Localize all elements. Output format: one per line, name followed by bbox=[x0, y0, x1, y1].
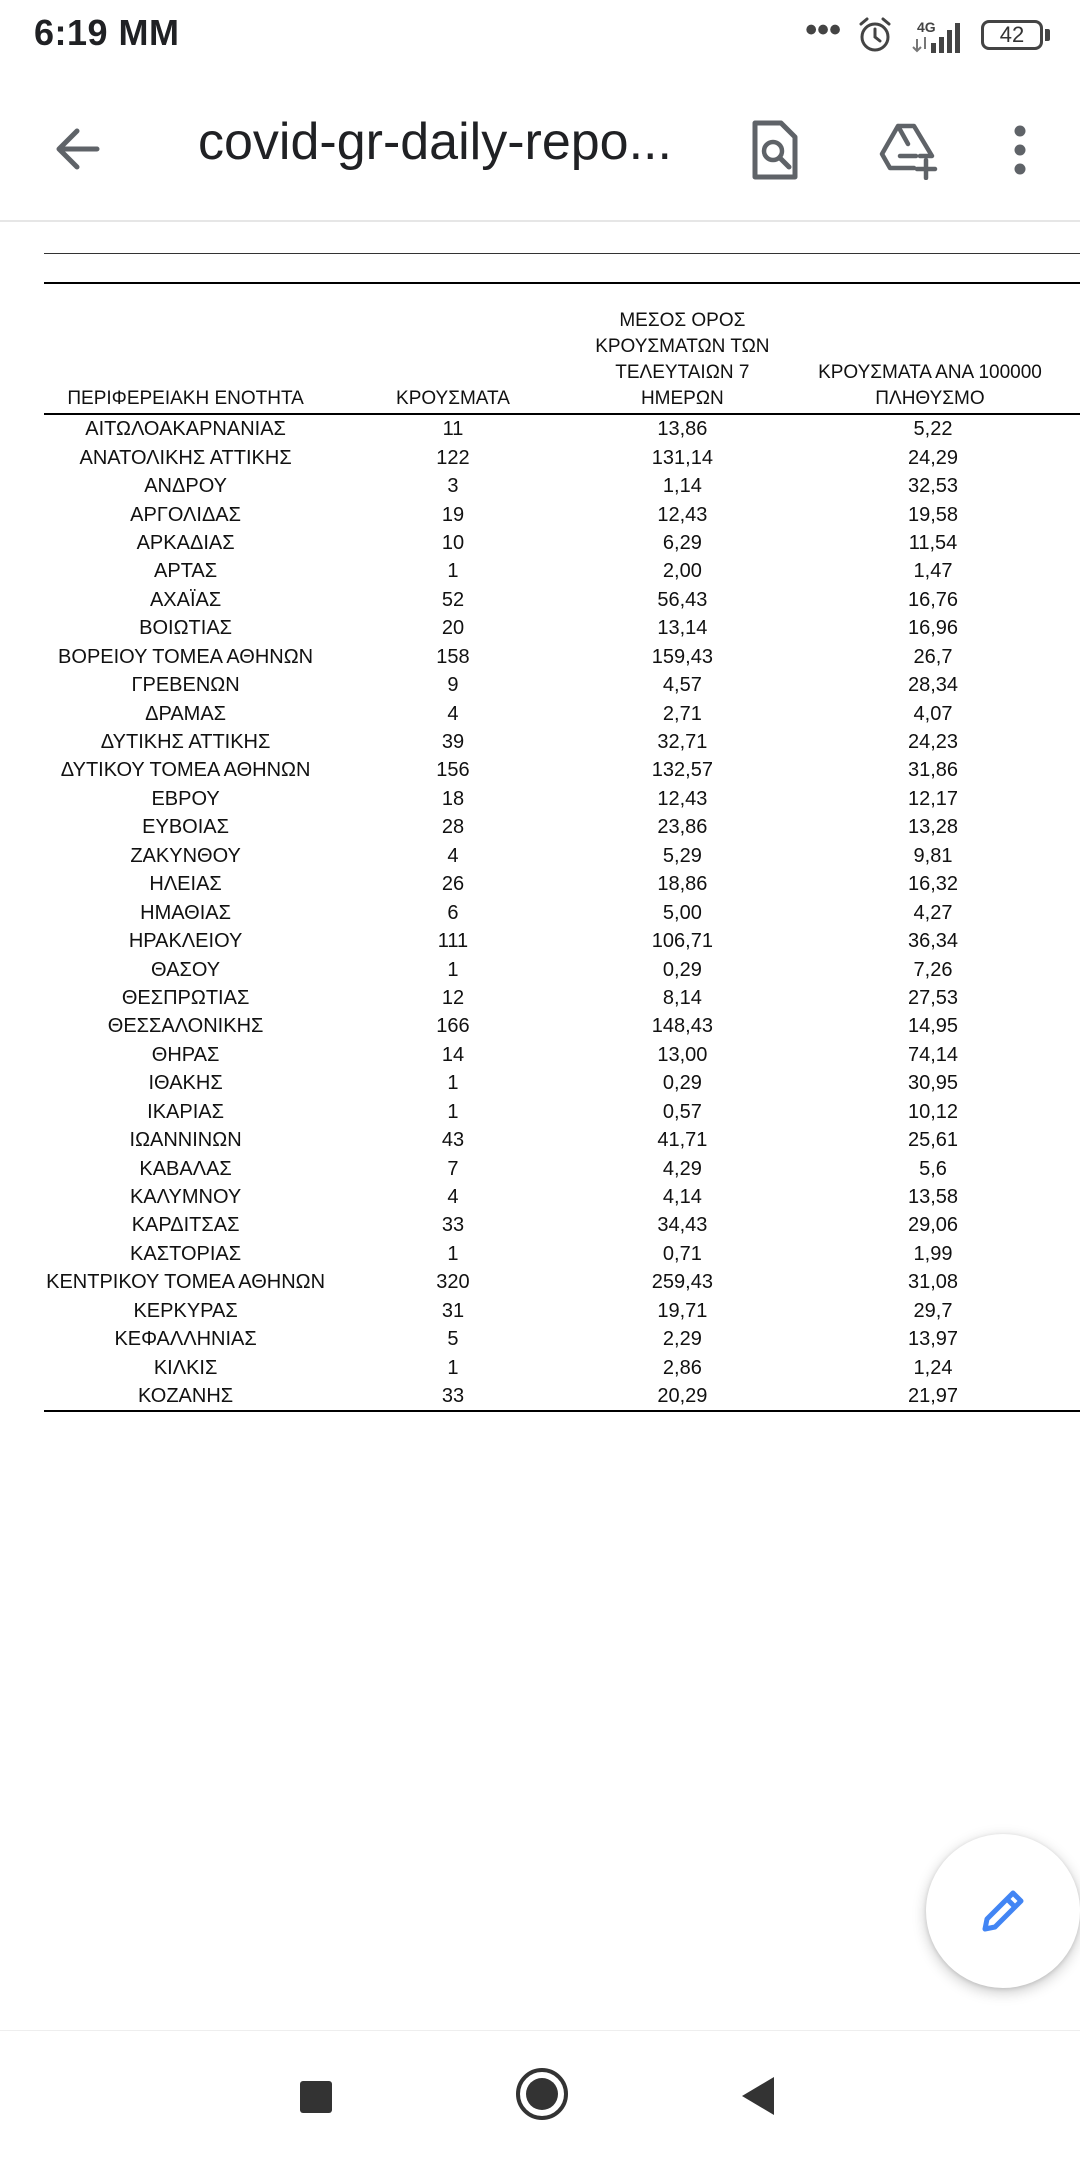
average-cell: 12,43 bbox=[657, 503, 708, 526]
per-100000-cell: 31,86 bbox=[907, 759, 959, 782]
region-cell: ΑΡΚΑΔΙΑΣ bbox=[136, 531, 235, 554]
cases-cell: 33 bbox=[327, 1382, 579, 1411]
table-row bbox=[44, 984, 1080, 1012]
per-100000-cell: 4,07 bbox=[913, 702, 953, 725]
average-cell: 32,71 bbox=[657, 731, 708, 754]
average-cell: 132,57 bbox=[651, 759, 713, 782]
per-100000-cell: 32,53 bbox=[907, 475, 959, 498]
table-row bbox=[44, 472, 1080, 500]
cases-cell: 3 bbox=[447, 475, 459, 498]
table-row bbox=[44, 1325, 1080, 1353]
table-row bbox=[44, 1126, 1080, 1154]
per-100000-cell: 1,24 bbox=[913, 1356, 953, 1379]
region-cell: ΕΒΡΟΥ bbox=[151, 787, 220, 810]
table-row bbox=[44, 1069, 1080, 1097]
average-cell: 41,71 bbox=[657, 1129, 708, 1152]
average-cell: 1,14 bbox=[662, 475, 702, 498]
table-row bbox=[44, 898, 1080, 926]
status-icons bbox=[805, 10, 1050, 60]
average-cell: 0,71 bbox=[662, 1242, 702, 1265]
cases-cell: 9 bbox=[447, 674, 459, 697]
cases-cell: 4 bbox=[447, 844, 459, 867]
battery-level: 42 bbox=[981, 20, 1043, 50]
per-100000-cell: 30,95 bbox=[907, 1072, 959, 1095]
average-cell: 106,71 bbox=[651, 930, 713, 953]
alarm-icon bbox=[855, 15, 895, 55]
region-cell: ΚΑΣΤΟΡΙΑΣ bbox=[130, 1242, 242, 1265]
cases-cell: 122 bbox=[436, 446, 470, 469]
table-row bbox=[44, 1382, 1080, 1411]
cases-cell: 1 bbox=[447, 1100, 459, 1123]
region-cell: ΑΙΤΩΛΟΑΚΑΡΝΑΝΙΑΣ bbox=[85, 418, 286, 441]
region-cell: ΚΕΝΤΡΙΚΟΥ ΤΟΜΕΑ ΑΘΗΝΩΝ bbox=[46, 1271, 326, 1294]
average-cell: 259,43 bbox=[651, 1271, 713, 1294]
find-in-page-icon bbox=[749, 119, 801, 181]
cases-cell: 39 bbox=[441, 731, 465, 754]
table-row bbox=[44, 1098, 1080, 1126]
cases-cell: 1 bbox=[447, 1242, 459, 1265]
more-vert-icon bbox=[1012, 125, 1028, 175]
cases-cell: 43 bbox=[441, 1129, 465, 1152]
region-cell: ΒΟΙΩΤΙΑΣ bbox=[139, 617, 233, 640]
edit-fab-button[interactable] bbox=[926, 1834, 1080, 1988]
per-100000-cell: 13,58 bbox=[907, 1186, 959, 1209]
region-cell: ΚΕΡΚΥΡΑΣ bbox=[133, 1299, 238, 1322]
region-cell: ΚΑΒΑΛΑΣ bbox=[139, 1157, 232, 1180]
region-cell: ΚΟΖΑΝΗΣ bbox=[44, 1382, 327, 1411]
cases-cell: 166 bbox=[436, 1015, 470, 1038]
cases-cell: 20 bbox=[441, 617, 465, 640]
per-100000-cell: 19,58 bbox=[907, 503, 959, 526]
per-100000-cell: 12,17 bbox=[907, 787, 959, 810]
per-100000-cell: 36,34 bbox=[907, 930, 959, 953]
average-cell: 20,29 bbox=[579, 1382, 786, 1411]
cases-cell: 19 bbox=[441, 503, 465, 526]
region-cell: ΚΑΛΥΜΝΟΥ bbox=[129, 1186, 242, 1209]
cases-cell: 111 bbox=[437, 930, 469, 953]
average-cell: 2,86 bbox=[662, 1356, 702, 1379]
per-100000-cell: 13,28 bbox=[907, 816, 959, 839]
average-cell: 159,43 bbox=[651, 645, 713, 668]
per-100000-cell: 7,26 bbox=[913, 958, 953, 981]
table-row bbox=[44, 927, 1080, 955]
per-100000-cell: 28,34 bbox=[907, 674, 959, 697]
cases-cell: 11 bbox=[442, 418, 464, 441]
back-button[interactable] bbox=[42, 114, 112, 184]
average-cell: 2,00 bbox=[662, 560, 702, 583]
per-100000-cell: 29,7 bbox=[913, 1299, 953, 1322]
table-row bbox=[44, 529, 1080, 557]
cases-cell: 28 bbox=[441, 816, 465, 839]
region-cell: ΔΥΤΙΚΗΣ ΑΤΤΙΚΗΣ bbox=[100, 731, 271, 754]
cases-cell: 6 bbox=[447, 901, 459, 924]
cases-cell: 1 bbox=[447, 958, 459, 981]
region-cell: ΑΡΓΟΛΙΔΑΣ bbox=[130, 503, 242, 526]
region-cell: ΚΙΛΚΙΣ bbox=[153, 1356, 218, 1379]
average-cell: 18,86 bbox=[657, 873, 708, 896]
per-100000-cell: 16,76 bbox=[907, 588, 959, 611]
region-cell: ΙΚΑΡΙΑΣ bbox=[147, 1100, 224, 1123]
cases-cell: 14 bbox=[441, 1043, 465, 1066]
table-row bbox=[44, 1154, 1080, 1182]
column-header-per-100000 bbox=[786, 308, 1080, 414]
table-row bbox=[44, 1353, 1080, 1381]
table-row bbox=[44, 1297, 1080, 1325]
table-row bbox=[44, 785, 1080, 813]
region-cell: ΘΕΣΣΑΛΟΝΙΚΗΣ bbox=[107, 1015, 264, 1038]
table-row bbox=[44, 842, 1080, 870]
table-row bbox=[44, 500, 1080, 528]
region-cell: ΔΥΤΙΚΟΥ ΤΟΜΕΑ ΑΘΗΝΩΝ bbox=[60, 759, 311, 782]
battery-indicator bbox=[981, 20, 1050, 50]
region-cell: ΘΕΣΠΡΩΤΙΑΣ bbox=[121, 986, 250, 1009]
region-cell: ΔΡΑΜΑΣ bbox=[145, 702, 227, 725]
average-cell: 0,57 bbox=[662, 1100, 702, 1123]
table-row bbox=[44, 586, 1080, 614]
cases-cell: 1 bbox=[447, 560, 459, 583]
cases-cell: 18 bbox=[441, 787, 465, 810]
table-row bbox=[44, 614, 1080, 642]
table-row bbox=[44, 813, 1080, 841]
region-cell: ΗΡΑΚΛΕΙΟΥ bbox=[128, 930, 243, 953]
cases-cell: 26 bbox=[441, 873, 465, 896]
table-row bbox=[44, 557, 1080, 585]
cases-cell: 52 bbox=[441, 588, 465, 611]
table-row bbox=[44, 756, 1080, 784]
home-button[interactable] bbox=[516, 2068, 568, 2120]
region-cell: ΙΘΑΚΗΣ bbox=[148, 1072, 223, 1095]
per-100000-cell: 24,23 bbox=[907, 731, 959, 754]
cases-cell: 156 bbox=[436, 759, 470, 782]
more-notifications-icon: ••• bbox=[805, 11, 841, 49]
cases-cell: 1 bbox=[447, 1072, 459, 1095]
more-options-button[interactable] bbox=[1000, 110, 1040, 190]
per-100000-cell: 4,27 bbox=[913, 901, 953, 924]
cases-cell: 4 bbox=[447, 702, 459, 725]
document-rule-thick bbox=[44, 282, 1080, 284]
add-to-drive-button[interactable] bbox=[868, 110, 948, 190]
average-cell: 56,43 bbox=[657, 588, 708, 611]
network-type: 4G bbox=[917, 19, 936, 35]
add-to-drive-icon bbox=[876, 120, 940, 180]
per-100000-cell: 10,12 bbox=[907, 1100, 959, 1123]
average-cell: 19,71 bbox=[657, 1299, 708, 1322]
arrow-back-icon bbox=[51, 123, 103, 175]
table-row bbox=[44, 728, 1080, 756]
cases-cell: 320 bbox=[436, 1271, 470, 1294]
per-100000-cell: 74,14 bbox=[907, 1043, 959, 1066]
average-cell: 23,86 bbox=[657, 816, 708, 839]
region-cell: ΓΡΕΒΕΝΩΝ bbox=[131, 674, 240, 697]
per-100000-cell: 25,61 bbox=[907, 1129, 959, 1152]
cases-cell: 1 bbox=[447, 1356, 459, 1379]
table-row bbox=[44, 414, 1080, 443]
table-row bbox=[44, 443, 1080, 471]
table-header-row bbox=[44, 308, 1080, 414]
signal-icon bbox=[909, 13, 967, 57]
average-cell: 131,14 bbox=[651, 446, 713, 469]
region-cell: ΑΝΔΡΟΥ bbox=[144, 475, 227, 498]
per-100000-cell: 13,97 bbox=[907, 1328, 959, 1351]
cases-cell: 12 bbox=[441, 986, 465, 1009]
region-cell: ΚΑΡΔΙΤΣΑΣ bbox=[131, 1214, 240, 1237]
cases-cell: 10 bbox=[441, 531, 465, 554]
report-table bbox=[44, 308, 1080, 1412]
cases-cell: 31 bbox=[441, 1299, 465, 1322]
table-row bbox=[44, 1211, 1080, 1239]
cases-cell: 5 bbox=[447, 1328, 459, 1351]
table-row bbox=[44, 643, 1080, 671]
average-cell: 4,57 bbox=[662, 674, 702, 697]
average-cell: 0,29 bbox=[662, 1072, 702, 1095]
average-cell: 4,29 bbox=[662, 1157, 702, 1180]
per-100000-cell: 29,06 bbox=[907, 1214, 959, 1237]
table-row bbox=[44, 955, 1080, 983]
nav-back-button[interactable] bbox=[742, 2077, 774, 2115]
region-cell: ΑΡΤΑΣ bbox=[154, 560, 218, 583]
document-viewer[interactable] bbox=[0, 222, 1080, 2032]
region-cell: ΒΟΡΕΙΟΥ ΤΟΜΕΑ ΑΘΗΝΩΝ bbox=[58, 645, 314, 668]
average-cell: 2,71 bbox=[662, 702, 702, 725]
region-cell: ΕΥΒΟΙΑΣ bbox=[142, 816, 229, 839]
region-cell: ΖΑΚΥΝΘΟΥ bbox=[130, 844, 241, 867]
average-cell: 6,29 bbox=[662, 531, 702, 554]
table-body bbox=[44, 414, 1080, 1411]
region-cell: ΘΗΡΑΣ bbox=[151, 1043, 220, 1066]
average-cell: 8,14 bbox=[662, 986, 702, 1009]
region-cell: ΑΧΑΪΑΣ bbox=[149, 588, 222, 611]
average-cell: 5,00 bbox=[662, 901, 702, 924]
table-row bbox=[44, 699, 1080, 727]
average-cell: 13,14 bbox=[657, 617, 708, 640]
recent-apps-button[interactable] bbox=[300, 2081, 332, 2113]
average-cell: 4,14 bbox=[662, 1186, 702, 1209]
per-100000-cell: 5,6 bbox=[919, 1157, 947, 1180]
average-cell: 12,43 bbox=[657, 787, 708, 810]
average-cell: 2,29 bbox=[662, 1328, 702, 1351]
navigation-bar bbox=[0, 2030, 1080, 2161]
per-100000-cell: 21,97 bbox=[786, 1382, 1080, 1411]
average-cell: 13,00 bbox=[657, 1043, 708, 1066]
average-cell: 0,29 bbox=[662, 958, 702, 981]
signal-indicator bbox=[909, 13, 967, 57]
average-cell: 148,43 bbox=[651, 1015, 713, 1038]
column-header-cases: ΚΡΟΥΣΜΑΤΑ bbox=[327, 308, 579, 414]
per-100000-cell: 1,99 bbox=[913, 1242, 953, 1265]
per-100000-cell: 24,29 bbox=[907, 446, 959, 469]
per-100000-cell: 16,32 bbox=[907, 873, 959, 896]
table-row bbox=[44, 1012, 1080, 1040]
table-row bbox=[44, 870, 1080, 898]
status-bar bbox=[0, 0, 1080, 70]
cases-cell: 7 bbox=[447, 1157, 459, 1180]
cases-cell: 33 bbox=[441, 1214, 465, 1237]
column-header-per-100000-text: ΚΡΟΥΣΜΑΤΑ ΑΝΑ 100000 ΠΛΗΘΥΣΜΟ bbox=[818, 362, 1042, 409]
per-100000-cell: 11,54 bbox=[908, 531, 958, 554]
battery-tip bbox=[1045, 29, 1050, 41]
region-cell: ΗΛΕΙΑΣ bbox=[149, 873, 222, 896]
region-cell: ΘΑΣΟΥ bbox=[151, 958, 221, 981]
document-title: covid-gr-daily-repo... bbox=[198, 113, 672, 171]
average-cell: 13,86 bbox=[657, 418, 708, 441]
per-100000-cell: 27,53 bbox=[907, 986, 959, 1009]
home-icon bbox=[526, 2078, 558, 2110]
region-cell: ΗΜΑΘΙΑΣ bbox=[140, 901, 231, 924]
per-100000-cell: 16,96 bbox=[907, 617, 959, 640]
table-row bbox=[44, 1268, 1080, 1296]
column-header-region: ΠΕΡΙΦΕΡΕΙΑΚΗ ΕΝΟΤΗΤΑ bbox=[44, 308, 327, 414]
table-row bbox=[44, 1240, 1080, 1268]
cases-cell: 158 bbox=[436, 645, 470, 668]
region-cell: ΑΝΑΤΟΛΙΚΗΣ ΑΤΤΙΚΗΣ bbox=[79, 446, 292, 469]
document-rule bbox=[44, 253, 1080, 254]
column-header-7day-average: ΜΕΣΟΣ ΟΡΟΣ ΚΡΟΥΣΜΑΤΩΝ ΤΩΝ ΤΕΛΕΥΤΑΙΩΝ 7 ΗΜΕΡΩΝ bbox=[579, 308, 786, 414]
per-100000-cell: 14,95 bbox=[907, 1015, 959, 1038]
average-cell: 5,29 bbox=[662, 844, 702, 867]
per-100000-cell: 5,22 bbox=[913, 418, 953, 441]
table-row bbox=[44, 1041, 1080, 1069]
table-row bbox=[44, 1183, 1080, 1211]
average-cell: 34,43 bbox=[657, 1214, 708, 1237]
cases-cell: 4 bbox=[447, 1186, 459, 1209]
region-cell: ΙΩΑΝΝΙΝΩΝ bbox=[129, 1129, 242, 1152]
per-100000-cell: 31,08 bbox=[907, 1271, 959, 1294]
region-cell: ΚΕΦΑΛΛΗΝΙΑΣ bbox=[114, 1328, 257, 1351]
status-time: 6:19 MM bbox=[34, 12, 180, 53]
per-100000-cell: 26,7 bbox=[913, 645, 953, 668]
find-in-page-button[interactable] bbox=[740, 110, 810, 190]
app-bar bbox=[0, 70, 1080, 220]
pencil-icon bbox=[975, 1883, 1031, 1939]
per-100000-cell: 1,47 bbox=[913, 560, 953, 583]
table-row bbox=[44, 671, 1080, 699]
per-100000-cell: 9,81 bbox=[913, 844, 953, 867]
